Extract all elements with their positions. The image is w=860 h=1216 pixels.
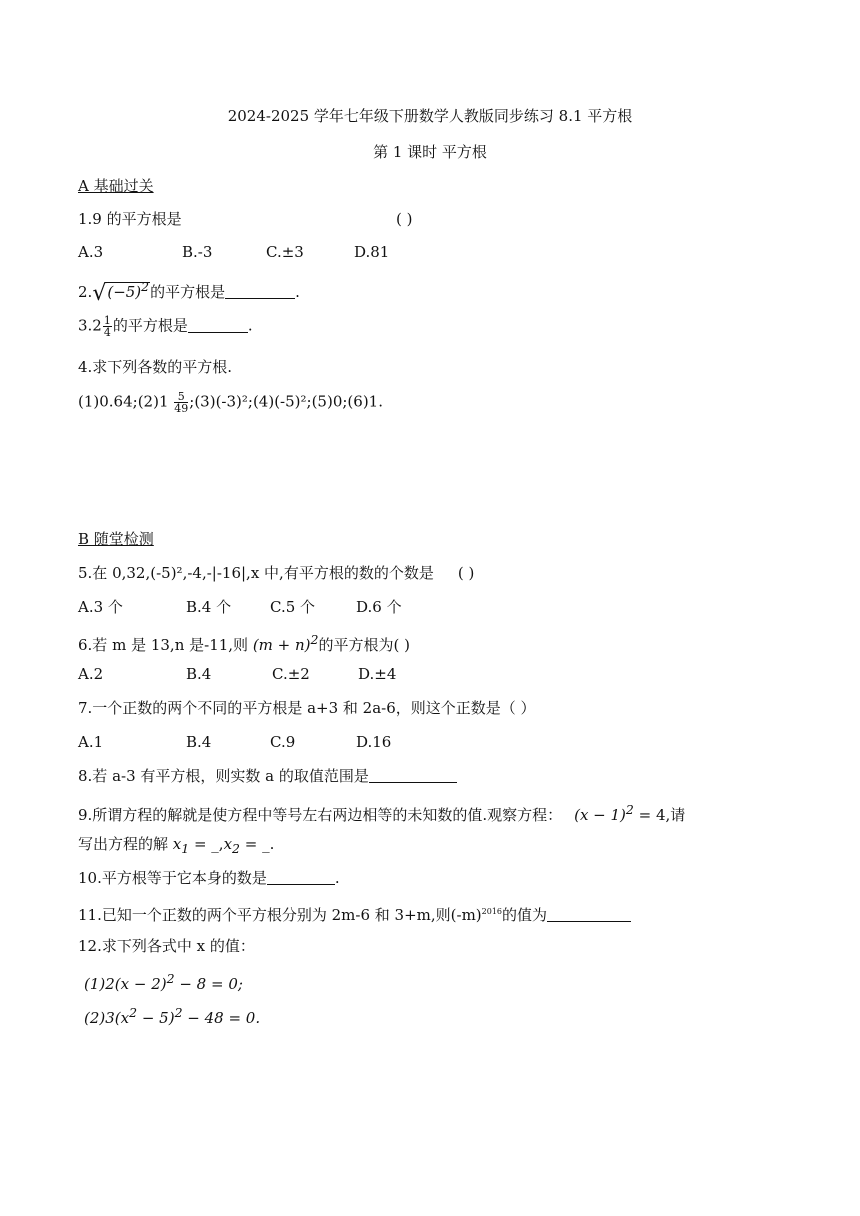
q8-answer-blank [369,768,457,783]
q5-option-c: C.5 个 [270,598,316,616]
q6-options [78,664,396,684]
q7-stem: 7.一个正数的两个不同的平方根是 a+3 和 2a-6，则这个正数是（ ） [78,699,536,717]
q3-answer-blank [188,318,248,333]
q3-fraction-denominator: 4 [103,326,111,339]
q5-stem [78,563,474,583]
q6-option-c: C.±2 [272,665,310,683]
q4-part2: ;(3)(-3)²;(4)(-5)²;(5)0;(6)1. [189,392,383,411]
lesson-subtitle: 第 1 课时 平方根 [373,143,487,161]
q5-text: 5.在 0,32,(-5)²,-4,-|-16|,x 中,有平方根的数的个数是 [78,564,434,582]
section-a-heading: A 基础过关 [78,177,154,195]
q4-fraction [174,391,188,414]
q9-equation-rhs: = 4,请 [633,806,686,824]
q12-part2: $(2)3(x^2 - 5)^2 - 48 = 0$. [84,1005,261,1027]
q11 [78,902,631,925]
q7-option-c: C.9 [270,733,296,751]
q9-equation: $(x - 1)^2$ [574,802,634,824]
q6-option-a: A.2 [78,665,104,683]
q5-option-b: B.4 个 [186,598,232,616]
q9-x1-blank: = _, [189,835,224,853]
q9-x2-blank: = _. [240,835,275,853]
q6-text: 6.若 m 是 13,n 是-11,则 [78,636,253,654]
q1-option-b: B.-3 [182,243,213,261]
q1-option-d: D.81 [354,243,390,261]
q8 [78,766,457,786]
q6-option-d: D.±4 [358,665,397,683]
q2-suffix: 的平方根是 [150,283,226,301]
q1-option-c: C.±3 [266,243,304,261]
q3-fraction-numerator: 1 [103,314,111,327]
q10-text: 10.平方根等于它本身的数是 [78,869,267,887]
q2-radicand: $(-5)^2$ [107,279,150,301]
q2-end: . [295,283,300,301]
q3 [78,315,253,338]
square-root-expression [92,277,150,304]
q3-fraction [103,315,112,338]
q1-answer-paren: ( ) [396,210,413,228]
q1-options [78,242,389,262]
q4-fraction-numerator: 5 [174,391,188,403]
q9-solution-x1: $x_1$ [172,835,190,856]
q5-option-d: D.6 个 [356,598,402,616]
q3-prefix: 3.2 [78,316,102,335]
q5-option-a: A.3 个 [78,598,123,616]
radical-sign-icon: √ [92,281,107,306]
q6-expression: $(m + n)^2$ [252,632,319,654]
section-b-heading: B 随堂检测 [78,530,154,548]
q11-exponent: 2016 [481,907,502,916]
q9-line2-text: 写出方程的解 [78,835,173,853]
q10-answer-blank [267,870,335,885]
q10 [78,868,340,888]
q10-end: . [334,869,340,887]
q3-suffix: 的平方根是 [112,316,188,335]
q9-line1 [78,800,685,825]
q8-text: 8.若 a-3 有平方根，则实数 a 的取值范围是 [78,767,369,785]
q11-suffix: 的值为 [502,906,548,924]
q5-options [78,597,402,617]
q5-answer-paren: ( ) [457,564,475,582]
q2-prefix: 2. [78,283,93,301]
worksheet-title: 2024-2025 学年七年级下册数学人教版同步练习 8.1 平方根 [227,107,633,125]
q6-suffix: 的平方根为( ) [318,636,410,654]
q2-answer-blank [225,284,295,299]
q9-text: 9.所谓方程的解就是使方程中等号左右两边相等的未知数的值.观察方程： [78,806,563,824]
q2 [78,277,300,304]
q4-fraction-denominator: 49 [174,402,189,415]
q7-option-b: B.4 [186,733,212,751]
q7-option-d: D.16 [356,733,392,751]
q6-option-b: B.4 [186,665,212,683]
q12-part1: $(1)2(x - 2)^2 - 8 = 0$; [84,971,243,993]
q3-end: . [247,316,253,335]
q11-answer-blank [547,907,631,922]
q11-text: 11.已知一个正数的两个平方根分别为 2m-6 和 3+m,则(-m) [78,906,482,924]
q9-solution-x2: $x_2$ [223,835,240,856]
q1-stem: 1.9 的平方根是 [78,210,182,228]
q12-stem: 12.求下列各式中 x 的值： [78,937,255,955]
q4-items [78,391,383,414]
q4-part1: (1)0.64;(2)1 [78,392,174,411]
q7-option-a: A.1 [78,733,104,751]
q4-stem: 4.求下列各数的平方根. [78,358,233,376]
q1-option-a: A.3 [78,243,104,261]
q9-line2 [78,834,274,859]
q7-options [78,732,391,752]
q6-stem [78,630,410,655]
